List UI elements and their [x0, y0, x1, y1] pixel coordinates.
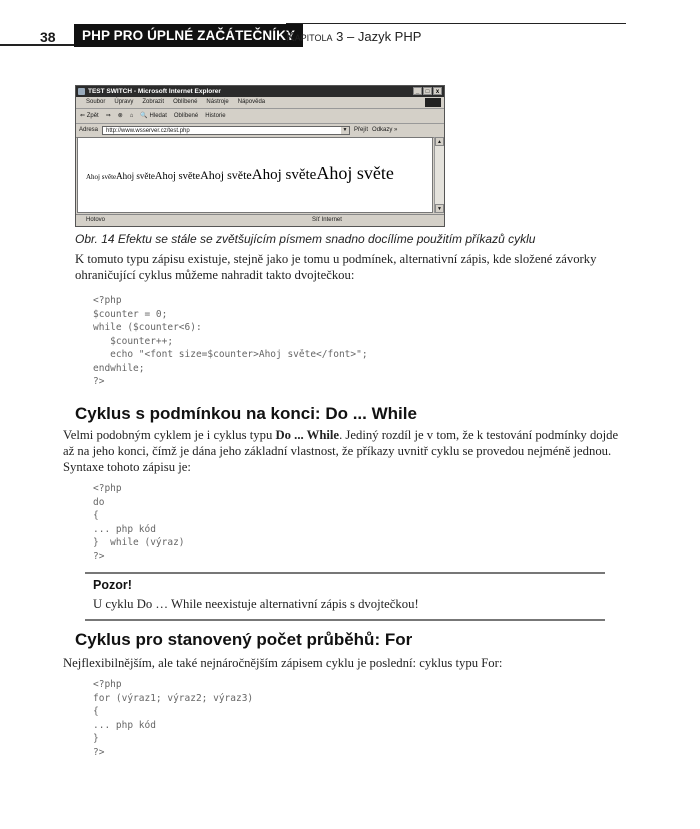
scroll-up-icon[interactable]: ▲ — [435, 137, 444, 146]
scroll-down-icon[interactable]: ▼ — [435, 204, 444, 213]
note-rule-bottom — [85, 619, 605, 621]
greeting-size-1: Ahoj světe — [86, 173, 117, 181]
address-input[interactable] — [102, 126, 350, 135]
status-done: Hotovo — [86, 217, 106, 223]
greeting-size-5: Ahoj světe — [251, 167, 317, 183]
header-rule-right — [286, 23, 626, 24]
figure-caption: Obr. 14 Efektu se stále se zvětšujícím písmem snadno docílíme použitím příkazů cyklu — [75, 232, 536, 246]
chapter-separator: – — [343, 29, 358, 44]
code-block-for: <?php for (výraz1; výraz2; výraz3) { ... php kód } ?> — [93, 679, 254, 758]
maximize-button[interactable]: □ — [423, 87, 432, 95]
heading-for: Cyklus pro stanovený počet průběhů: For — [75, 630, 413, 649]
history-button[interactable]: Historie — [205, 113, 226, 119]
browser-statusbar — [76, 214, 444, 226]
window-controls — [413, 87, 442, 95]
menu-upravy[interactable]: Úpravy — [114, 99, 134, 105]
paragraph-alt-syntax: K tomuto typu zápisu existuje, stejně jako je tomu u podmínek, alternativní zápis, kde složené závorky ohraničující cyklus můžeme nahradit takto dvojtečkou: — [75, 252, 597, 282]
browser-content — [77, 137, 433, 213]
address-dropdown-icon[interactable]: ▼ — [342, 127, 348, 133]
search-button[interactable]: 🔍 Hledat — [140, 113, 167, 119]
vertical-scrollbar[interactable] — [434, 137, 444, 213]
greeting-size-6: Ahoj světe — [316, 163, 394, 183]
book-title: PHP PRO ÚPLNÉ ZAČÁTEČNÍKY — [74, 24, 303, 47]
greeting-size-2: Ahoj světe — [116, 171, 155, 181]
paragraph-do-while — [63, 427, 629, 475]
paragraph-for: Nejflexibilnějším, ale také nejnáročnějším zápisem cyklu je poslední: cyklus typu For: — [63, 656, 503, 670]
stop-button[interactable]: ⊗ — [117, 113, 123, 119]
address-label: Adresa — [79, 127, 99, 133]
minimize-button[interactable]: _ — [413, 87, 422, 95]
menu-oblibene[interactable]: Oblíbené — [173, 99, 198, 105]
chapter-name: Jazyk PHP — [357, 29, 422, 44]
links-button[interactable]: Odkazy » — [372, 127, 398, 133]
page-number: 38 — [40, 29, 56, 45]
go-button[interactable]: Přejít — [354, 127, 369, 133]
address-value: http://www.wsserver.cz/test.php — [106, 128, 190, 134]
status-zone: Síť Internet — [312, 217, 342, 223]
code-block-do-while: <?php do { ... php kód } while (výraz) ?> — [93, 483, 185, 562]
heading-do-while: Cyklus s podmínkou na konci: Do ... While — [75, 404, 417, 423]
p2-before: Velmi podobným cyklem je i cyklus typu — [63, 428, 276, 442]
browser-toolbar — [76, 109, 444, 124]
greeting-size-4: Ahoj světe — [200, 168, 252, 182]
address-bar — [76, 124, 444, 138]
menu-soubor[interactable]: Soubor — [86, 99, 106, 105]
greeting-output — [86, 163, 394, 184]
greeting-size-3: Ahoj světe — [154, 171, 201, 182]
menu-zobrazit[interactable]: Zobrazit — [142, 99, 165, 105]
close-button[interactable]: x — [433, 87, 442, 95]
chapter-heading — [286, 29, 421, 44]
browser-menubar — [76, 97, 444, 109]
ie-icon — [78, 88, 85, 95]
forward-button[interactable]: ⇒ — [105, 113, 111, 119]
home-button[interactable]: ⌂ — [129, 113, 134, 119]
chapter-label: Kapitola 3 — [286, 29, 344, 44]
code-block-while: <?php $counter = 0; while ($counter<6): $counter++; echo "<font size=$counter>Ahoj světe</font>"; endwhile; ?> — [93, 295, 368, 387]
p2-bold: Do ... While — [275, 428, 340, 442]
browser-title-bar — [76, 86, 444, 97]
note-rule-top — [85, 572, 605, 574]
note-title: Pozor! — [93, 578, 132, 592]
browser-window — [75, 85, 445, 227]
note-text: U cyklu Do … While neexistuje alternativní zápis s dvojtečkou! — [93, 597, 419, 611]
menu-nastroje[interactable]: Nástroje — [206, 99, 229, 105]
p2-after: . Jediný rozdíl je v tom, že k testování podmínky dojde až na jeho konci, čímž je dána jeho základní vlastnost, že příkazy uvnitř cyklu se provedou nejméně jednou. Syntaxe tohoto zápisu je: — [63, 428, 619, 474]
menu-napoveda[interactable]: Nápověda — [237, 99, 266, 105]
browser-title: TEST SWITCH - Microsoft Internet Explorer — [88, 88, 221, 95]
windows-logo-icon — [425, 98, 441, 107]
back-button[interactable]: ⇐ Zpět — [80, 113, 99, 119]
favorites-button[interactable]: Oblíbené — [173, 113, 199, 119]
